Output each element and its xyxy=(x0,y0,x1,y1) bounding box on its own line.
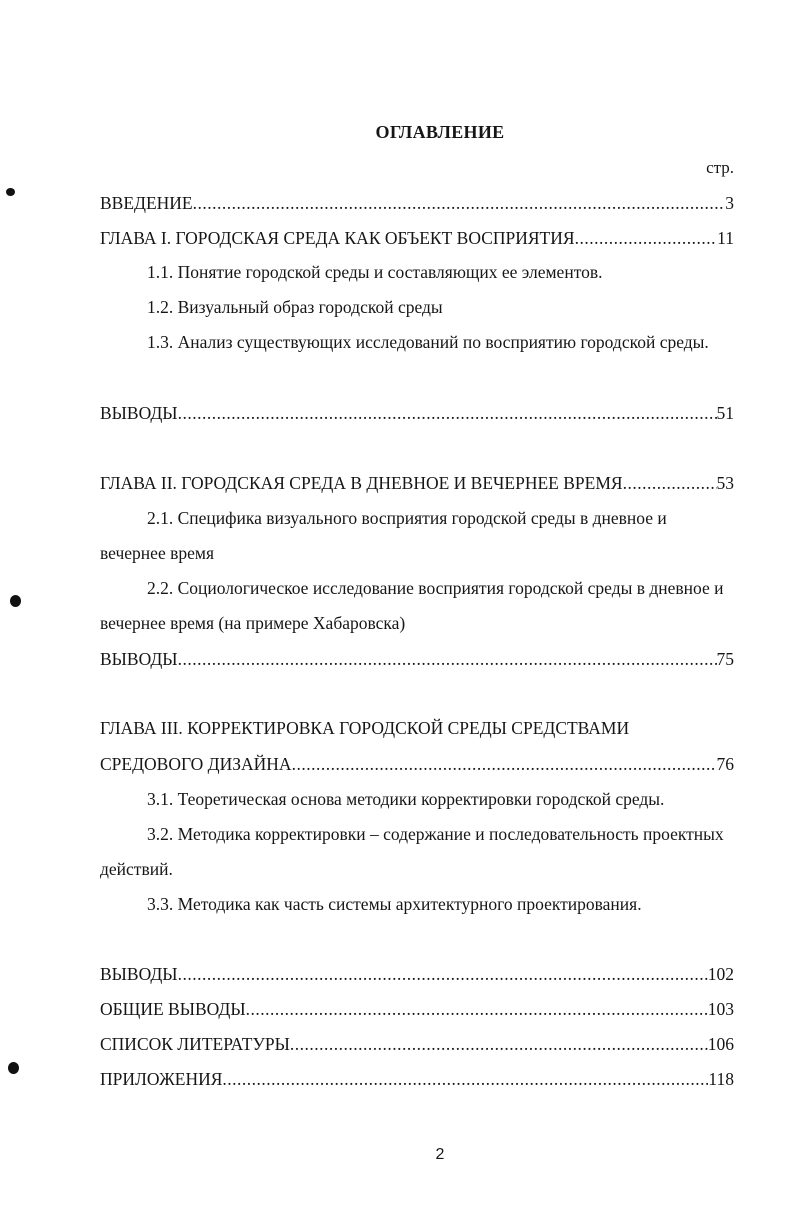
toc-page-number: 103 xyxy=(707,999,734,1019)
leader-dots xyxy=(292,752,717,776)
toc-label: ВВЕДЕНИЕ xyxy=(100,193,193,213)
toc-page-number: 11 xyxy=(717,228,734,248)
leader-dots xyxy=(178,647,717,671)
toc-page-number: 51 xyxy=(716,403,734,423)
leader-dots xyxy=(178,401,717,425)
toc-label: СРЕДОВОГО ДИЗАЙНА xyxy=(100,754,292,774)
toc-section-2-1[interactable]: 2.1. Специфика визуального восприятия городской среды в дневное и вечернее время xyxy=(100,508,667,563)
leader-dots xyxy=(178,962,708,986)
scan-speck xyxy=(6,188,15,196)
toc-page-number: 3 xyxy=(725,193,734,213)
toc-label: ВЫВОДЫ xyxy=(100,964,178,984)
leader-dots xyxy=(193,191,726,215)
toc-label: ГЛАВА II. ГОРОДСКАЯ СРЕДА В ДНЕВНОЕ И ВЕЧЕРНЕЕ ВРЕМЯ xyxy=(100,473,623,493)
leader-dots xyxy=(246,997,708,1021)
leader-dots xyxy=(575,226,718,250)
toc-label: ОБЩИЕ ВЫВОДЫ xyxy=(100,999,246,1019)
scan-speck xyxy=(10,595,21,607)
toc-section-1-1[interactable]: 1.1. Понятие городской среды и составляющих ее элементов. xyxy=(147,262,603,282)
toc-section-3-3[interactable]: 3.3. Методика как часть системы архитектурного проектирования. xyxy=(147,894,642,914)
page-column-label: стр. xyxy=(706,158,734,177)
toc-entry-conclusions-1[interactable] xyxy=(100,401,734,425)
toc-label: ВЫВОДЫ xyxy=(100,649,178,669)
toc-page-number: 75 xyxy=(716,649,734,669)
toc-label: ВЫВОДЫ xyxy=(100,403,178,423)
toc-entry-appendix[interactable] xyxy=(100,1067,734,1091)
toc-entry-chapter-2[interactable] xyxy=(100,471,734,495)
toc-entry-conclusions-3[interactable] xyxy=(100,962,734,986)
toc-page-number: 118 xyxy=(708,1069,734,1089)
toc-entry-chapter-1[interactable] xyxy=(100,226,734,250)
scan-speck xyxy=(8,1062,19,1074)
toc-page-number: 76 xyxy=(716,754,734,774)
toc-page-number: 106 xyxy=(707,1034,734,1054)
leader-dots xyxy=(623,471,717,495)
toc-section-3-2[interactable]: 3.2. Методика корректировки – содержание и последовательность проектных действий. xyxy=(100,824,724,879)
leader-dots xyxy=(290,1032,708,1056)
toc-label: ПРИЛОЖЕНИЯ xyxy=(100,1069,223,1089)
leader-dots xyxy=(222,1067,708,1091)
page-number: 2 xyxy=(435,1146,445,1163)
page-title: ОГЛАВЛЕНИЕ xyxy=(375,122,505,142)
toc-section-3-1[interactable]: 3.1. Теоретическая основа методики корректировки городской среды. xyxy=(147,789,665,809)
toc-entry-references[interactable] xyxy=(100,1032,734,1056)
toc-entry-intro[interactable] xyxy=(100,191,734,215)
toc-entry-chapter-3[interactable] xyxy=(100,752,734,776)
toc-entry-conclusions-2[interactable] xyxy=(100,647,734,671)
toc-label: СПИСОК ЛИТЕРАТУРЫ xyxy=(100,1034,290,1054)
toc-entry-general-conclusions[interactable] xyxy=(100,997,734,1021)
toc-section-1-2[interactable]: 1.2. Визуальный образ городской среды xyxy=(147,297,443,317)
toc-label: ГЛАВА I. ГОРОДСКАЯ СРЕДА КАК ОБЪЕКТ ВОСПРИЯТИЯ xyxy=(100,228,575,248)
toc-page-number: 102 xyxy=(707,964,734,984)
toc-chapter-3-heading[interactable]: ГЛАВА III. КОРРЕКТИРОВКА ГОРОДСКОЙ СРЕДЫ СРЕДСТВАМИ xyxy=(100,718,630,738)
toc-section-1-3[interactable]: 1.3. Анализ существующих исследований по восприятию городской среды. xyxy=(147,332,709,352)
toc-section-2-2[interactable]: 2.2. Социологическое исследование восприятия городской среды в дневное и вечернее время (на примере Хабаровска) xyxy=(100,578,724,633)
toc-page-number: 53 xyxy=(716,473,734,493)
